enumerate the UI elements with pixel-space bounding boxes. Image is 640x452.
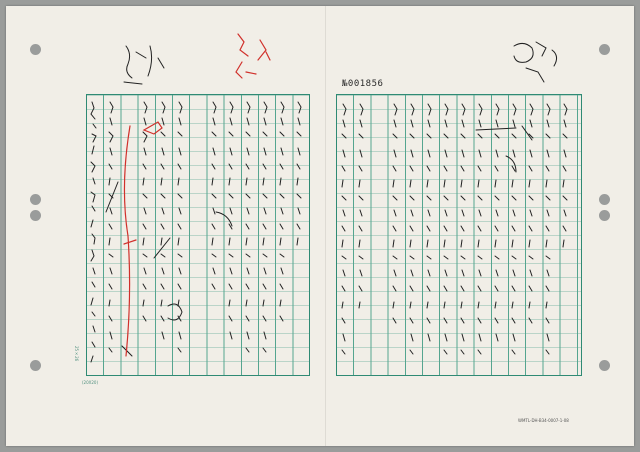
manuscript-sheet [6,6,634,446]
binding-hole [30,44,41,55]
page-fold [325,6,326,446]
binding-hole [30,210,41,221]
binding-hole [599,44,610,55]
manuscript-grid-left [86,94,310,376]
binding-hole [599,194,610,205]
paper-side-mark: 25×26 [74,346,79,362]
grid-format-code: (20X20) [82,380,99,385]
serial-number: №001856 [342,79,384,89]
binding-hole [599,210,610,221]
binding-hole [30,360,41,371]
binding-hole [30,194,41,205]
manuscript-grid-right [336,94,582,376]
binding-hole [599,360,610,371]
archive-id: WMTL-DH-B34-0007-1-08 [518,418,569,423]
